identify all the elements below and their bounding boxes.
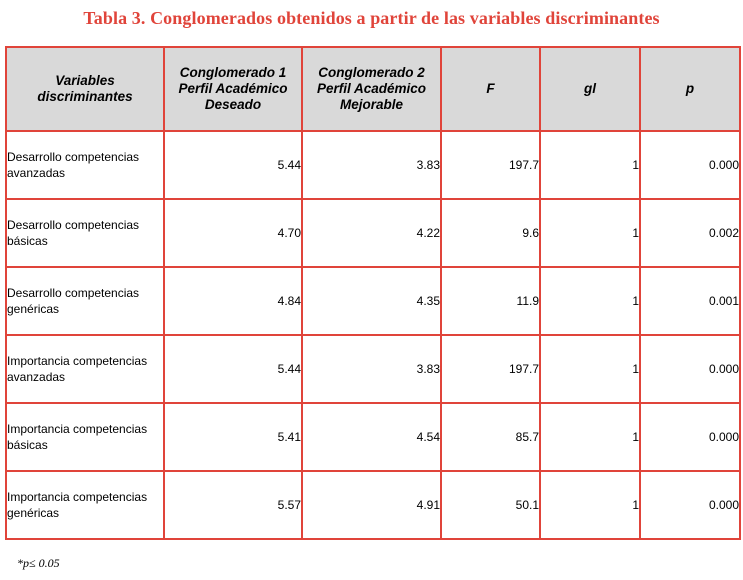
- header-cluster-1: Conglomerado 1 Perfil Académico Deseado: [164, 47, 302, 131]
- discriminant-variables-table: [5, 46, 741, 540]
- cell-cluster-1: 5.57: [164, 471, 302, 539]
- cell-cluster-2: 3.83: [302, 335, 441, 403]
- cell-p: 0.000: [640, 335, 740, 403]
- cell-variable: Desarrollo competencias básicas: [6, 199, 164, 267]
- significance-note: *p≤ 0.05: [17, 556, 60, 570]
- table-row: [6, 335, 740, 403]
- cell-p: 0.001: [640, 267, 740, 335]
- header-gl: gl: [540, 47, 640, 131]
- cell-f: 85.7: [441, 403, 540, 471]
- table-title: Tabla 3. Conglomerados obtenidos a partir de las variables discriminantes: [83, 8, 660, 28]
- cell-cluster-1: 5.44: [164, 335, 302, 403]
- cell-variable: Desarrollo competencias avanzadas: [6, 131, 164, 199]
- table-header-row: [6, 47, 740, 131]
- cell-f: 197.7: [441, 335, 540, 403]
- cell-cluster-1: 5.44: [164, 131, 302, 199]
- cell-gl: 1: [540, 131, 640, 199]
- cell-gl: 1: [540, 267, 640, 335]
- header-cluster-2: Conglomerado 2 Perfil Académico Mejorable: [302, 47, 441, 131]
- cell-variable: Desarrollo competencias genéricas: [6, 267, 164, 335]
- cell-gl: 1: [540, 403, 640, 471]
- cell-f: 11.9: [441, 267, 540, 335]
- table-row: [6, 403, 740, 471]
- cell-cluster-2: 3.83: [302, 131, 441, 199]
- header-variables: Variables discriminantes: [6, 47, 164, 131]
- cell-p: 0.000: [640, 471, 740, 539]
- cell-variable: Importancia competencias genéricas: [6, 471, 164, 539]
- cell-f: 50.1: [441, 471, 540, 539]
- cell-cluster-2: 4.22: [302, 199, 441, 267]
- cell-cluster-1: 4.84: [164, 267, 302, 335]
- cell-gl: 1: [540, 199, 640, 267]
- cell-p: 0.002: [640, 199, 740, 267]
- cell-cluster-2: 4.54: [302, 403, 441, 471]
- cell-f: 197.7: [441, 131, 540, 199]
- cell-cluster-1: 5.41: [164, 403, 302, 471]
- cell-variable: Importancia competencias avanzadas: [6, 335, 164, 403]
- cell-cluster-1: 4.70: [164, 199, 302, 267]
- cell-p: 0.000: [640, 403, 740, 471]
- cell-gl: 1: [540, 335, 640, 403]
- header-f: F: [441, 47, 540, 131]
- table-row: [6, 267, 740, 335]
- cell-cluster-2: 4.91: [302, 471, 441, 539]
- cell-gl: 1: [540, 471, 640, 539]
- cell-p: 0.000: [640, 131, 740, 199]
- cell-f: 9.6: [441, 199, 540, 267]
- header-p: p: [640, 47, 740, 131]
- table-row: [6, 471, 740, 539]
- cell-cluster-2: 4.35: [302, 267, 441, 335]
- table-row: [6, 199, 740, 267]
- cell-variable: Importancia competencias básicas: [6, 403, 164, 471]
- table-row: [6, 131, 740, 199]
